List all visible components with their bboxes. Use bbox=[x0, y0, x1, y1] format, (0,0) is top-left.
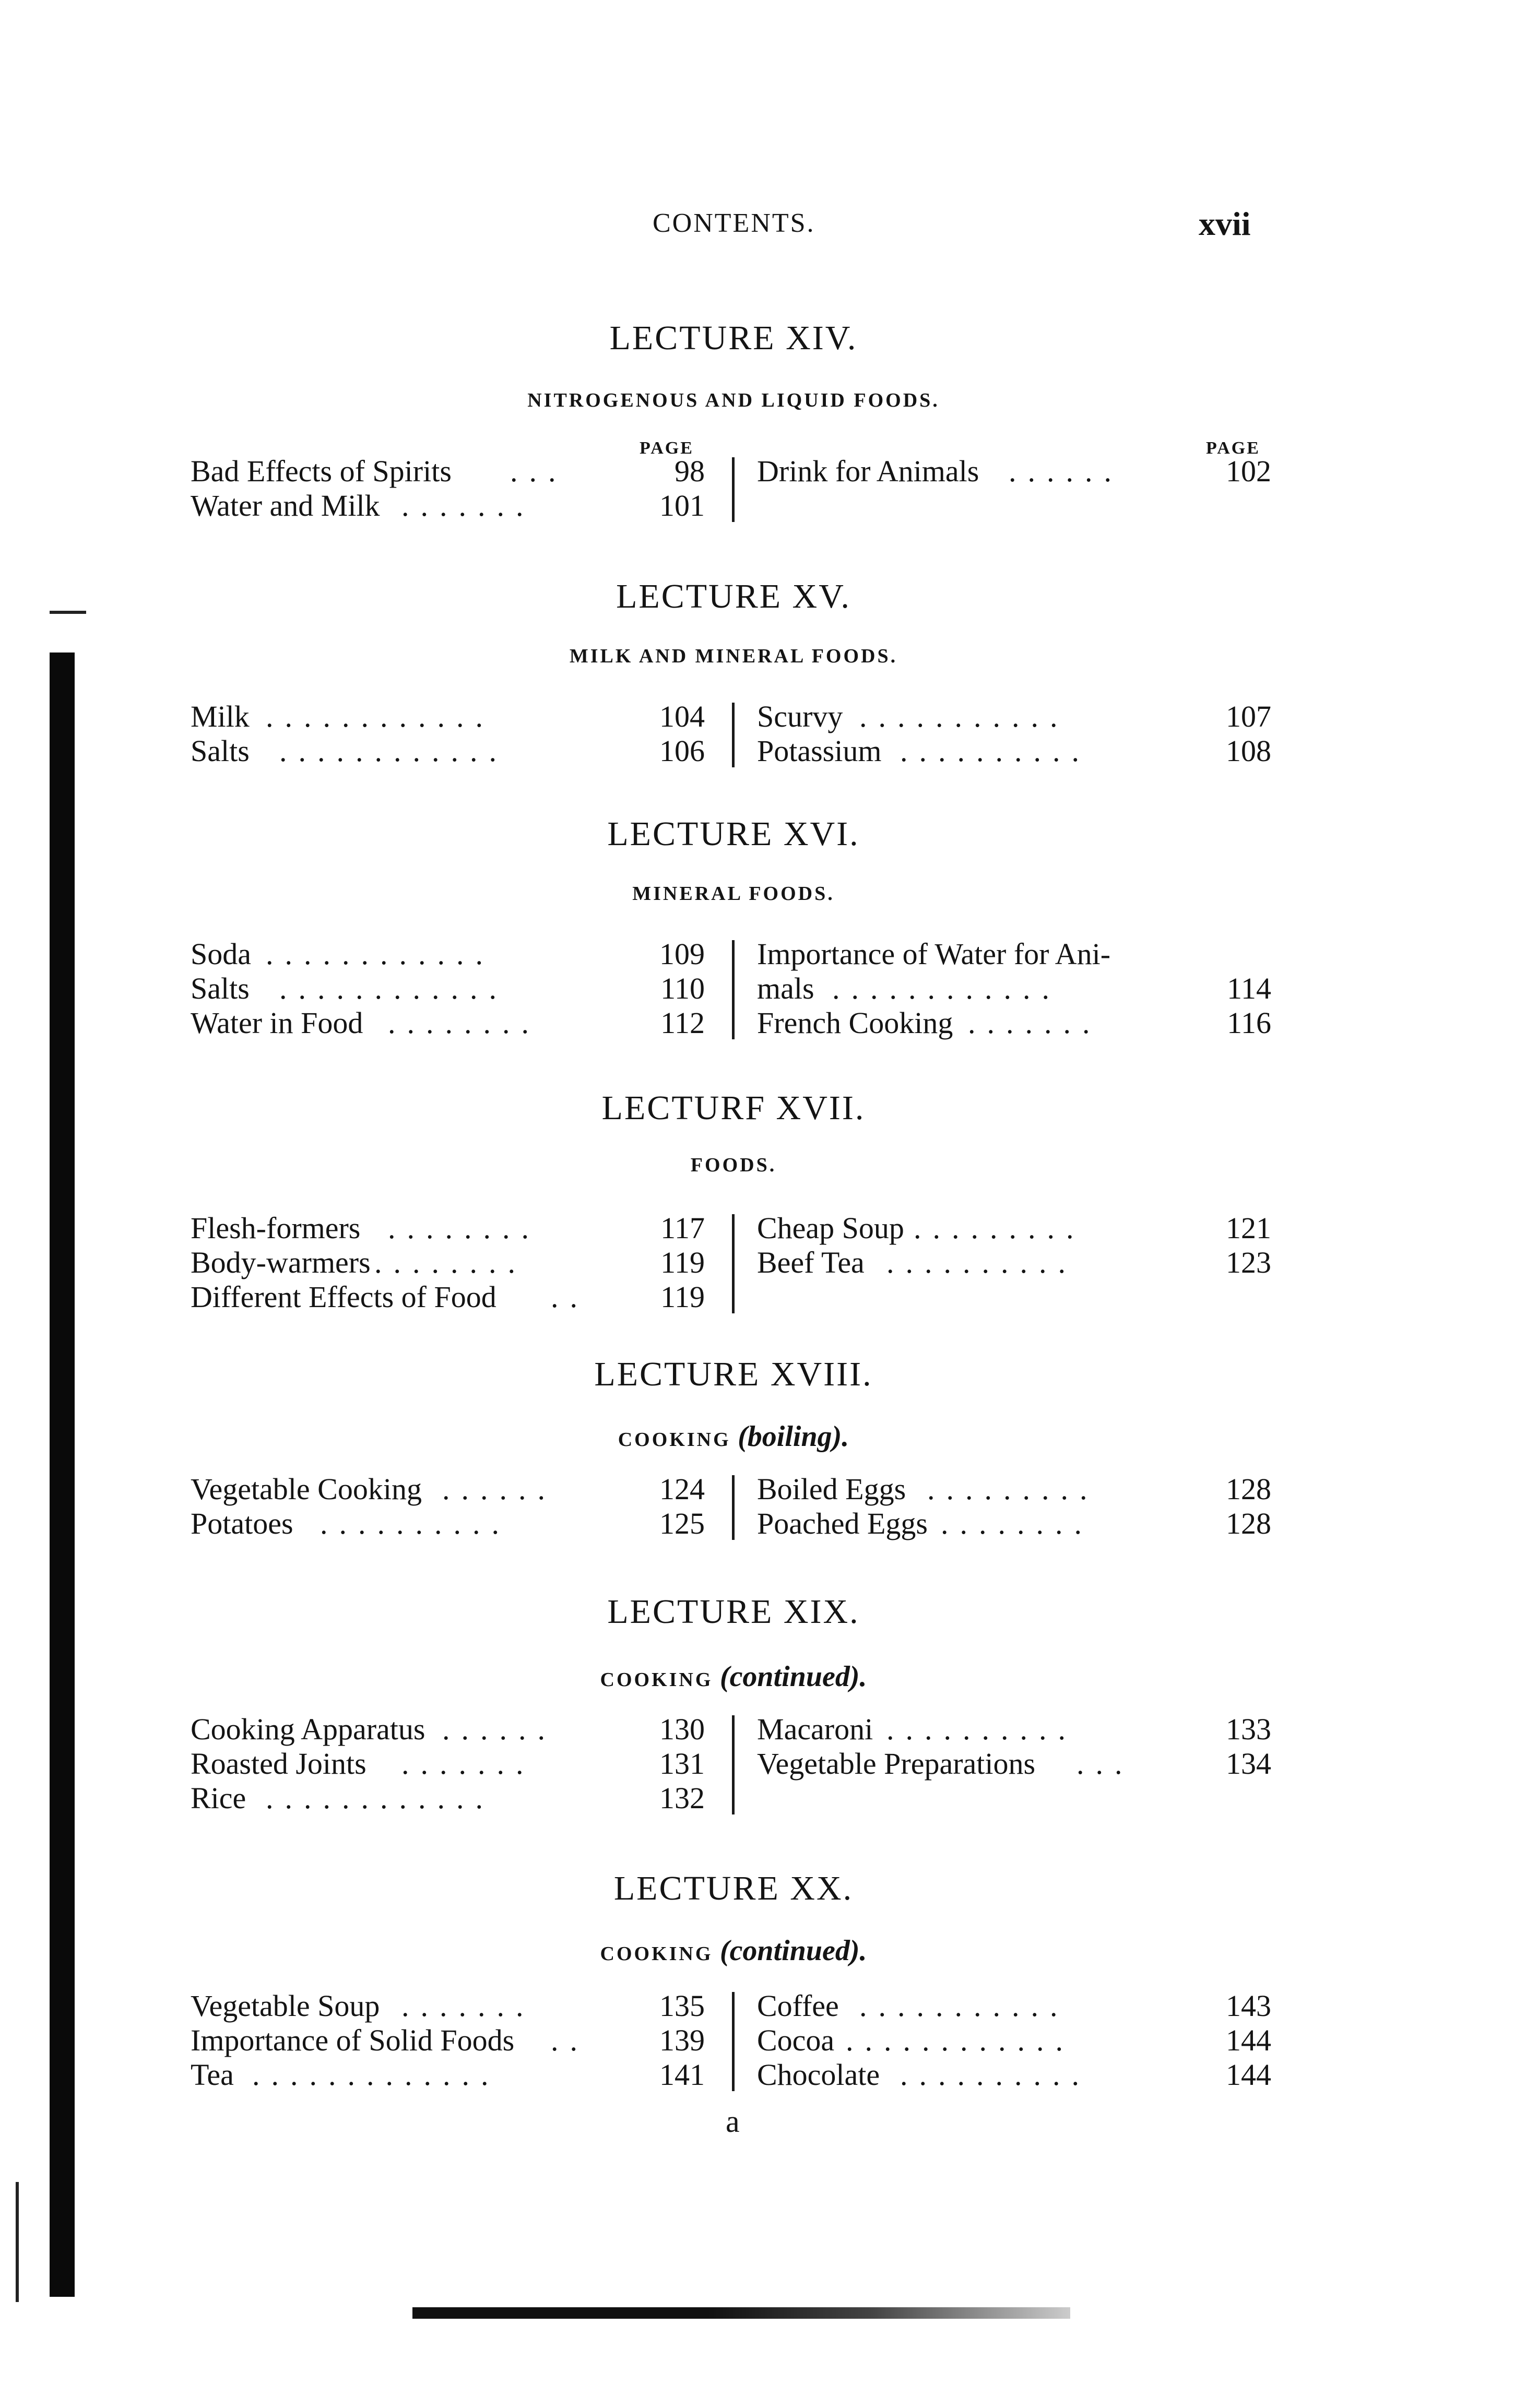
leader-dots: ............ bbox=[266, 699, 494, 733]
entry-page-number: 131 bbox=[659, 1747, 705, 1781]
right-column bbox=[757, 1712, 1271, 1781]
entry-page-number: 135 bbox=[659, 1989, 705, 2023]
contents-entry bbox=[757, 1245, 1271, 1280]
contents-entry bbox=[191, 971, 705, 1006]
entry-title: Flesh-formers bbox=[191, 1211, 361, 1245]
entry-title: Vegetable Preparations bbox=[757, 1747, 1036, 1781]
lecture-title: LECTURE XX. bbox=[613, 1869, 854, 1907]
lecture-subtitle-text: COOKING bbox=[600, 1943, 713, 1965]
running-head bbox=[0, 205, 1526, 250]
left-column bbox=[191, 1989, 705, 2092]
entry-title: Macaroni bbox=[757, 1712, 873, 1746]
contents-entry bbox=[757, 1747, 1271, 1781]
entry-page-number: 104 bbox=[659, 699, 705, 733]
left-column bbox=[191, 1472, 705, 1541]
entry-page-number: 124 bbox=[659, 1472, 705, 1506]
leader-dots: ........ bbox=[374, 1245, 527, 1279]
contents-entry bbox=[191, 1507, 705, 1541]
lecture-subtitle-text: COOKING bbox=[600, 1669, 713, 1691]
lecture-title: LECTURE XVIII. bbox=[594, 1355, 873, 1393]
leader-dots: ............ bbox=[266, 937, 494, 971]
entry-title: Different Effects of Food bbox=[191, 1280, 496, 1314]
entry-page-number: 109 bbox=[659, 937, 705, 971]
page-column-header: PAGE bbox=[640, 438, 694, 458]
leader-dots: .......... bbox=[886, 1245, 1077, 1279]
column-divider bbox=[732, 940, 735, 1039]
leader-dots: ............ bbox=[846, 2023, 1074, 2057]
entry-title: Beef Tea bbox=[757, 1245, 865, 1279]
leader-dots: ... bbox=[1077, 1747, 1134, 1781]
entry-page-number: 143 bbox=[1226, 1989, 1271, 2023]
entry-title: Salts bbox=[191, 971, 250, 1005]
entry-page-number: 110 bbox=[660, 971, 705, 1005]
left-column bbox=[191, 699, 705, 768]
contents-entry bbox=[191, 1280, 705, 1314]
leader-dots: ...... bbox=[442, 1712, 557, 1746]
entry-title: Boiled Eggs bbox=[757, 1472, 906, 1506]
contents-entry bbox=[757, 1989, 1271, 2023]
contents-entry bbox=[191, 2058, 705, 2092]
entry-page-number: 128 bbox=[1226, 1507, 1271, 1540]
left-column bbox=[191, 1211, 705, 1314]
contents-entry bbox=[757, 699, 1271, 734]
entry-title: Milk bbox=[191, 699, 250, 733]
running-head-title: CONTENTS. bbox=[653, 208, 815, 238]
entry-page-number: 119 bbox=[660, 1245, 705, 1279]
leader-dots: ......... bbox=[914, 1211, 1085, 1245]
lecture-subtitle bbox=[0, 1934, 1467, 1967]
column-divider bbox=[732, 703, 735, 767]
contents-entry bbox=[757, 937, 1271, 971]
entry-title: Scurvy bbox=[757, 699, 843, 733]
entry-title: Poached Eggs bbox=[757, 1507, 928, 1540]
left-column bbox=[191, 1712, 705, 1816]
leader-dots: .. bbox=[551, 2023, 589, 2057]
contents-entry bbox=[757, 1472, 1271, 1507]
signature-mark: a bbox=[726, 2104, 740, 2139]
entry-title: Chocolate bbox=[757, 2058, 880, 2092]
contents-entry bbox=[757, 2058, 1271, 2092]
entry-title: Potatoes bbox=[191, 1507, 293, 1540]
lecture-subtitle bbox=[0, 1660, 1467, 1693]
entry-page-number: 98 bbox=[675, 454, 705, 488]
contents-entry bbox=[191, 1747, 705, 1781]
right-column bbox=[757, 937, 1271, 1040]
entry-page-number: 108 bbox=[1226, 734, 1271, 768]
contents-entry bbox=[191, 734, 705, 768]
entry-page-number: 102 bbox=[1226, 454, 1271, 488]
leader-dots: .. bbox=[551, 1280, 589, 1314]
lecture-title: LECTURE XV. bbox=[616, 577, 851, 615]
lecture-subtitle bbox=[0, 389, 1467, 412]
contents-entry bbox=[191, 937, 705, 971]
contents-entry bbox=[757, 1006, 1271, 1040]
entry-page-number: 132 bbox=[659, 1781, 705, 1815]
entry-title: Water and Milk bbox=[191, 489, 380, 523]
entry-page-number: 112 bbox=[660, 1006, 705, 1040]
entry-title: Importance of Solid Foods bbox=[191, 2023, 515, 2057]
right-column bbox=[757, 1989, 1271, 2092]
entry-title: Tea bbox=[191, 2058, 234, 2092]
entry-title: Drink for Animals bbox=[757, 454, 979, 488]
leader-dots: ........ bbox=[388, 1211, 540, 1245]
contents-entry bbox=[191, 1472, 705, 1507]
contents-entry bbox=[757, 734, 1271, 768]
entry-page-number: 119 bbox=[660, 1280, 705, 1314]
lecture-subtitle-text: MINERAL FOODS. bbox=[632, 883, 835, 905]
lecture-title: LECTURE XVI. bbox=[607, 815, 860, 853]
leader-dots: ............ bbox=[279, 971, 508, 1005]
entry-page-number: 114 bbox=[1227, 971, 1271, 1005]
lecture-subtitle-italic: (continued). bbox=[719, 1660, 867, 1693]
entry-page-number: 128 bbox=[1226, 1472, 1271, 1506]
contents-entry bbox=[757, 1712, 1271, 1747]
entry-title: Rice bbox=[191, 1781, 246, 1815]
lecture-subtitle-italic: (continued). bbox=[719, 1935, 867, 1967]
bottom-rule bbox=[412, 2307, 1070, 2319]
lecture-subtitle-text: MILK AND MINERAL FOODS. bbox=[569, 645, 898, 667]
contents-entry bbox=[191, 1781, 705, 1816]
contents-entry bbox=[757, 454, 1271, 489]
leader-dots: ....... bbox=[968, 1006, 1102, 1040]
leader-dots: ....... bbox=[401, 1747, 535, 1781]
entry-title: Vegetable Soup bbox=[191, 1989, 380, 2023]
lecture-subtitle bbox=[0, 882, 1467, 905]
contents-entry bbox=[191, 1712, 705, 1747]
page-column-header: PAGE bbox=[1206, 438, 1260, 458]
lecture-subtitle bbox=[0, 1154, 1467, 1177]
entry-title: mals bbox=[757, 971, 814, 1005]
leader-dots: ............ bbox=[266, 1781, 494, 1815]
entry-title: Vegetable Cooking bbox=[191, 1472, 422, 1506]
left-column bbox=[191, 454, 705, 523]
entry-page-number: 139 bbox=[659, 2023, 705, 2057]
leader-dots: .......... bbox=[900, 734, 1091, 768]
contents-entry bbox=[757, 2023, 1271, 2058]
contents-entry bbox=[757, 971, 1271, 1006]
entry-title: Water in Food bbox=[191, 1006, 363, 1040]
entry-page-number: 134 bbox=[1226, 1747, 1271, 1781]
leader-dots: ...... bbox=[442, 1472, 557, 1506]
entry-page-number: 130 bbox=[659, 1712, 705, 1746]
lecture-subtitle bbox=[0, 1420, 1467, 1453]
leader-dots: ...... bbox=[1009, 454, 1123, 488]
entry-page-number: 106 bbox=[659, 734, 705, 768]
entry-page-number: 116 bbox=[1227, 1006, 1271, 1040]
entry-title: Salts bbox=[191, 734, 250, 768]
leader-dots: .......... bbox=[886, 1712, 1077, 1746]
entry-title: Cooking Apparatus bbox=[191, 1712, 425, 1746]
entry-page-number: 123 bbox=[1226, 1245, 1271, 1279]
entry-title: Cheap Soup bbox=[757, 1211, 904, 1245]
right-column bbox=[757, 699, 1271, 768]
column-divider bbox=[732, 457, 735, 522]
contents-entry bbox=[191, 699, 705, 734]
leader-dots: ............. bbox=[252, 2058, 500, 2092]
entry-page-number: 101 bbox=[659, 489, 705, 523]
edge-line bbox=[16, 2182, 19, 2302]
lecture-subtitle-italic: (boiling). bbox=[738, 1420, 849, 1453]
entry-page-number: 107 bbox=[1226, 699, 1271, 733]
entry-title: Importance of Water for Ani- bbox=[757, 937, 1111, 971]
leader-dots: ........ bbox=[388, 1006, 540, 1040]
column-divider bbox=[732, 1214, 735, 1313]
entry-page-number: 125 bbox=[659, 1507, 705, 1540]
right-column bbox=[757, 454, 1271, 489]
contents-entry bbox=[191, 454, 705, 489]
leader-dots: .......... bbox=[320, 1507, 511, 1540]
leader-dots: ............ bbox=[832, 971, 1061, 1005]
entry-title: Body-warmers bbox=[191, 1245, 371, 1279]
right-column bbox=[757, 1211, 1271, 1280]
contents-entry bbox=[757, 1507, 1271, 1541]
lecture-subtitle bbox=[0, 645, 1467, 668]
entry-page-number: 144 bbox=[1226, 2058, 1271, 2092]
contents-entry bbox=[191, 1245, 705, 1280]
contents-entry bbox=[191, 1989, 705, 2023]
entry-title: Potassium bbox=[757, 734, 882, 768]
contents-entry bbox=[191, 1211, 705, 1245]
lecture-subtitle-text: NITROGENOUS AND LIQUID FOODS. bbox=[527, 389, 940, 411]
leader-dots: ... bbox=[510, 454, 567, 488]
entry-title: Roasted Joints bbox=[191, 1747, 366, 1781]
entry-page-number: 141 bbox=[659, 2058, 705, 2092]
page-number: xvii bbox=[1199, 205, 1251, 242]
lecture-title: LECTURE XIX. bbox=[607, 1593, 860, 1631]
leader-dots: ............ bbox=[279, 734, 508, 768]
entry-title: Coffee bbox=[757, 1989, 839, 2023]
leader-dots: ....... bbox=[401, 1989, 535, 2023]
contents-entry bbox=[191, 2023, 705, 2058]
leader-dots: ....... bbox=[401, 489, 535, 523]
left-column bbox=[191, 937, 705, 1040]
right-column bbox=[757, 1472, 1271, 1541]
entry-page-number: 144 bbox=[1226, 2023, 1271, 2057]
leader-dots: .......... bbox=[900, 2058, 1091, 2092]
lecture-subtitle-text: COOKING bbox=[618, 1429, 731, 1451]
leader-dots: ......... bbox=[927, 1472, 1099, 1506]
entry-page-number: 117 bbox=[660, 1211, 705, 1245]
entry-page-number: 133 bbox=[1226, 1712, 1271, 1746]
entry-page-number: 121 bbox=[1226, 1211, 1271, 1245]
contents-entry bbox=[191, 1006, 705, 1040]
leader-dots: ........... bbox=[859, 699, 1069, 733]
entry-title: Bad Effects of Spirits bbox=[191, 454, 452, 488]
column-divider bbox=[732, 1475, 735, 1540]
entry-title: Cocoa bbox=[757, 2023, 835, 2057]
column-divider bbox=[732, 1992, 735, 2091]
lecture-title: LECTURF XVII. bbox=[601, 1089, 866, 1127]
leader-dots: ........ bbox=[941, 1507, 1093, 1540]
column-divider bbox=[732, 1715, 735, 1814]
leader-dots: ........... bbox=[859, 1989, 1069, 2023]
contents-entry bbox=[191, 489, 705, 523]
entry-title: French Cooking bbox=[757, 1006, 953, 1040]
contents-entry bbox=[757, 1211, 1271, 1245]
entry-title: Soda bbox=[191, 937, 251, 971]
lecture-title: LECTURE XIV. bbox=[609, 319, 858, 357]
lecture-subtitle-text: FOODS. bbox=[690, 1154, 777, 1176]
